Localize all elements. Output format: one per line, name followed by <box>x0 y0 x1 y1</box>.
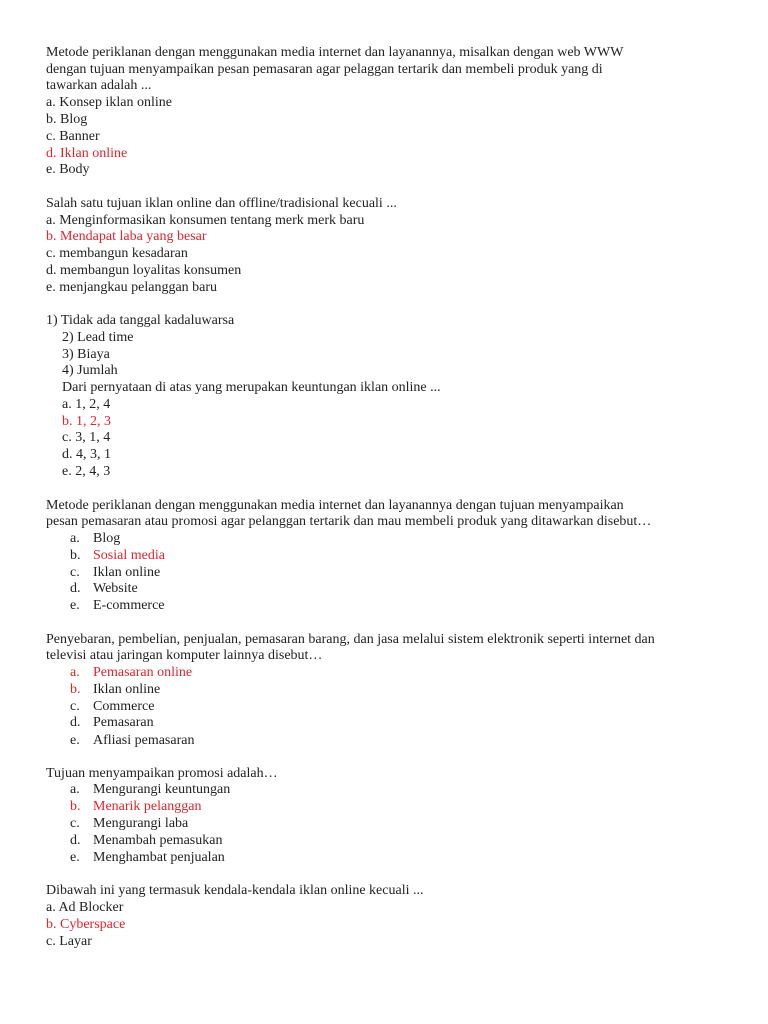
q6-option-b-answer: Menarik pelanggan <box>93 799 202 814</box>
q5-stem-line-2: televisi atau jaringan komputer lainnya disebut… <box>46 648 323 663</box>
q4-option-e-label: e. <box>70 598 80 613</box>
q5-option-e-text: Afliasi pemasaran <box>93 733 195 748</box>
q4-option-c-text: Iklan online <box>93 565 161 580</box>
q2-option-b-answer: b. Mendapat laba yang besar <box>46 229 207 244</box>
q6-option-e-text: Menghambat penjualan <box>93 850 225 865</box>
q3-statement-4: 4) Jumlah <box>62 363 118 378</box>
q5-option-c-label: c. <box>70 699 80 714</box>
q1-option-c: c. Banner <box>46 129 100 144</box>
q4-option-b-answer: Sosial media <box>93 548 165 563</box>
q3-option-d: d. 4, 3, 1 <box>62 447 111 462</box>
q4-option-b-label: b. <box>70 548 81 563</box>
q6-option-c-label: c. <box>70 816 80 831</box>
q6-option-d-label: d. <box>70 833 81 848</box>
q6-option-b-label: b. <box>70 799 81 814</box>
q5-option-b-text: Iklan online <box>93 682 161 697</box>
q5-option-d-text: Pemasaran <box>93 715 154 730</box>
q3-statement-3: 3) Biaya <box>62 347 110 362</box>
q6-option-a-label: a. <box>70 782 80 797</box>
q3-option-e: e. 2, 4, 3 <box>62 464 111 479</box>
q1-stem-line-3: tawarkan adalah ... <box>46 78 152 93</box>
q4-stem-line-2: pesan pemasaran atau promosi agar pelanggan tertarik dan mau membeli produk yang ditawarkan disebut… <box>46 514 652 529</box>
q5-option-b-label: b. <box>70 682 81 697</box>
q1-stem-line-2: dengan tujuan menyampaikan pesan pemasaran agar pelaggan tertarik dan membeli produk yang di <box>46 62 603 77</box>
q6-option-c-text: Mengurangi laba <box>93 816 189 831</box>
q4-option-d-text: Website <box>93 581 138 596</box>
q1-stem-line-1: Metode periklanan dengan menggunakan media internet dan layanannya, misalkan dengan web WWW <box>46 45 624 60</box>
q5-option-e-label: e. <box>70 733 80 748</box>
q6-stem-line-1: Tujuan menyampaikan promosi adalah… <box>46 766 278 781</box>
q4-option-d-label: d. <box>70 581 81 596</box>
q2-option-d: d. membangun loyalitas konsumen <box>46 263 242 278</box>
q4-option-e-text: E-commerce <box>93 598 165 613</box>
q5-option-a-label: a. <box>70 665 80 680</box>
q2-stem-line-1: Salah satu tujuan iklan online dan offline/tradisional kecuali ... <box>46 196 397 211</box>
q5-stem-line-1: Penyebaran, pembelian, penjualan, pemasaran barang, dan jasa melalui sistem elektronik seperti internet dan <box>46 632 655 647</box>
q7-option-c: c. Layar <box>46 934 92 949</box>
q2-option-e: e. menjangkau pelanggan baru <box>46 280 218 295</box>
q2-option-a: a. Menginformasikan konsumen tentang merk merk baru <box>46 213 365 228</box>
q1-option-a: a. Konsep iklan online <box>46 95 172 110</box>
q6-option-d-text: Menambah pemasukan <box>93 833 223 848</box>
q3-statement-2: 2) Lead time <box>62 330 134 345</box>
q4-option-a-text: Blog <box>93 531 121 546</box>
q4-option-c-label: c. <box>70 565 80 580</box>
q3-option-a: a. 1, 2, 4 <box>62 397 111 412</box>
q7-option-b-answer: b. Cyberspace <box>46 917 126 932</box>
q1-option-d-answer: d. Iklan online <box>46 146 128 161</box>
q4-option-a-label: a. <box>70 531 80 546</box>
q5-option-c-text: Commerce <box>93 699 155 714</box>
q1-option-b: b. Blog <box>46 112 88 127</box>
q6-option-e-label: e. <box>70 850 80 865</box>
q6-option-a-text: Mengurangi keuntungan <box>93 782 231 797</box>
q1-option-e: e. Body <box>46 162 90 177</box>
q2-option-c: c. membangun kesadaran <box>46 246 188 261</box>
q3-statement-1: 1) Tidak ada tanggal kadaluwarsa <box>46 313 235 328</box>
q3-question: Dari pernyataan di atas yang merupakan keuntungan iklan online ... <box>62 380 441 395</box>
q5-option-a-answer: Pemasaran online <box>93 665 193 680</box>
q3-option-c: c. 3, 1, 4 <box>62 430 111 445</box>
q3-option-b-answer: b. 1, 2, 3 <box>62 414 111 429</box>
q4-stem-line-1: Metode periklanan dengan menggunakan media internet dan layanannya dengan tujuan menyampaikan <box>46 498 624 513</box>
q5-option-d-label: d. <box>70 715 81 730</box>
q7-stem-line-1: Dibawah ini yang termasuk kendala-kendala iklan online kecuali ... <box>46 883 424 898</box>
q7-option-a: a. Ad Blocker <box>46 900 124 915</box>
